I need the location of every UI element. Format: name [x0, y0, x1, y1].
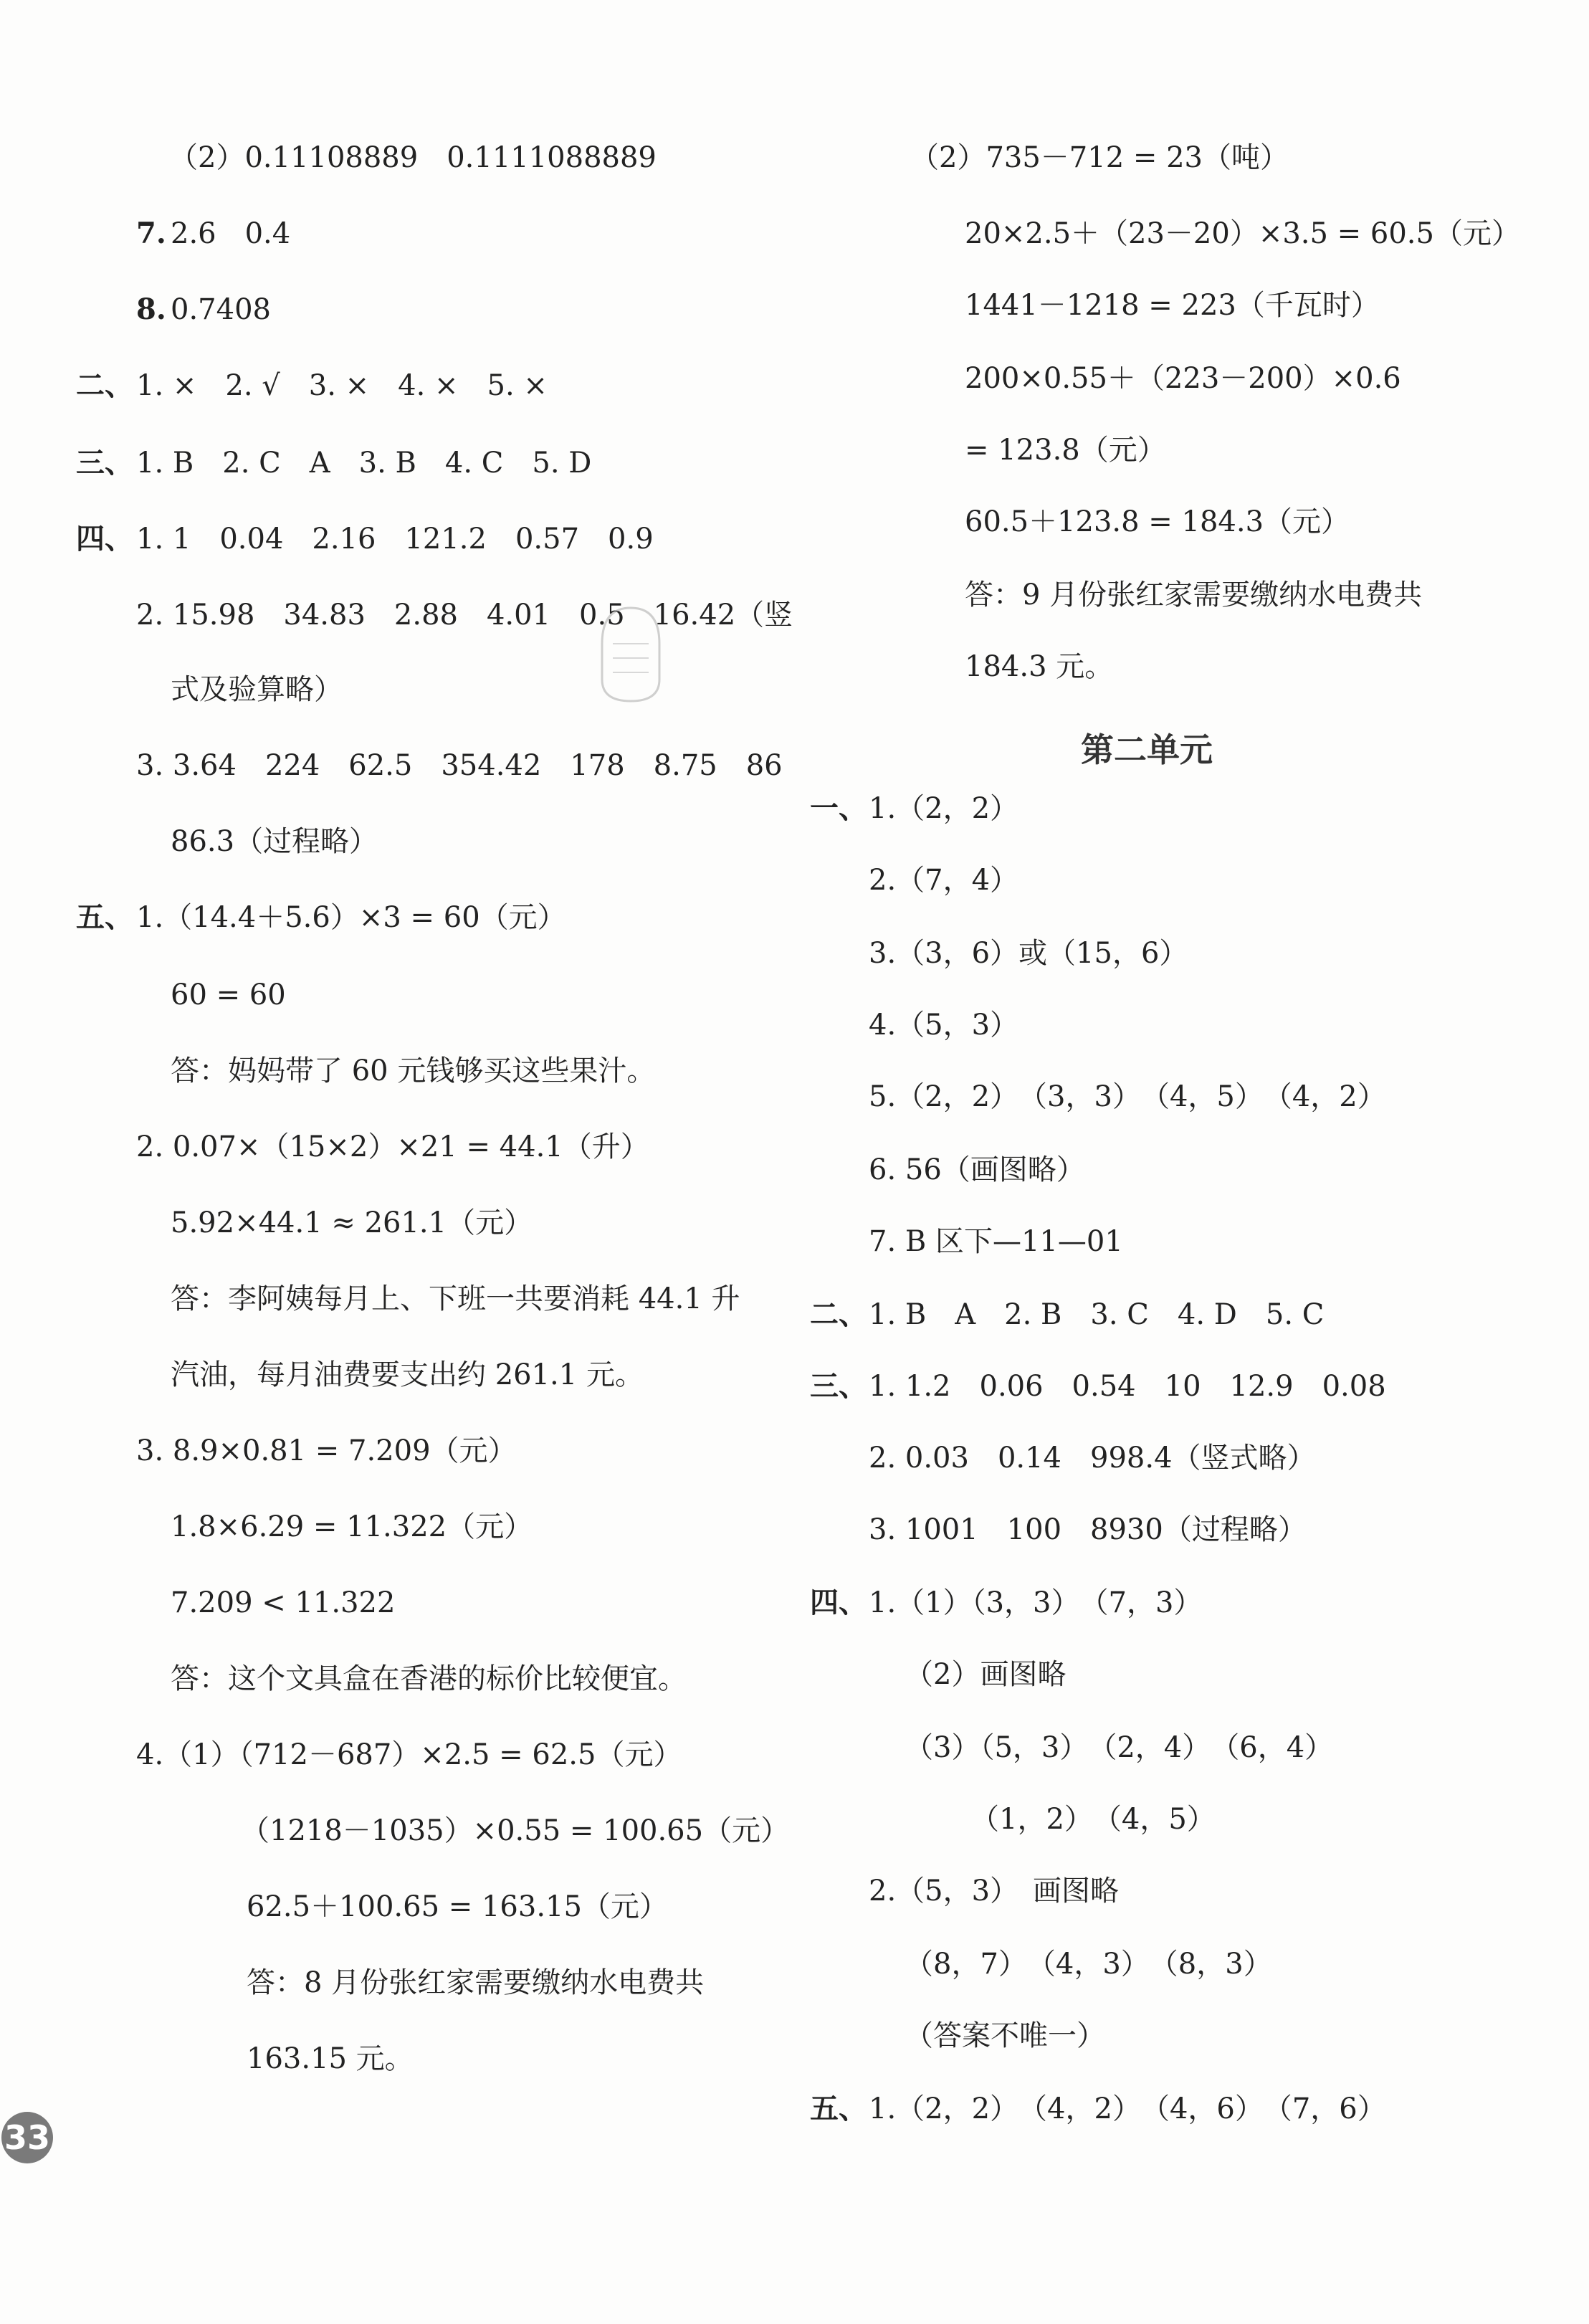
answer-line: 5.92×44.1 ≈ 261.1（元）: [171, 1206, 533, 1239]
answer-line: （8，7） （4，3） （8，3）: [905, 1948, 1272, 1981]
answer-line: 1.（1）（3，3） （7，3）: [869, 1586, 1203, 1619]
item-number: 8.: [136, 292, 166, 326]
answer-line: 3. 8.9×0.81 = 7.209（元）: [136, 1434, 517, 1467]
answer-line: 答：8 月份张红家需要缴纳水电费共: [247, 1966, 705, 1999]
answer-line: 62.5＋100.65 = 163.15（元）: [247, 1890, 668, 1923]
answer-line: = 123.8（元）: [965, 434, 1166, 467]
section-marker: 五、: [810, 2092, 867, 2125]
answer-line: （2）画图略: [905, 1658, 1067, 1691]
section-marker: 三、: [76, 446, 133, 480]
answer-line: 6. 56（画图略）: [869, 1153, 1085, 1186]
answer-line: 答：李阿姨每月上、下班一共要消耗 44.1 升: [171, 1282, 740, 1315]
stamp-watermark-icon: [588, 601, 674, 708]
section-marker: 二、: [810, 1297, 867, 1331]
answer-line: 2.（5，3） 画图略: [869, 1875, 1120, 1908]
answer-line: 汽油，每月油费要支出约 261.1 元。: [171, 1358, 644, 1391]
answer-line: 3. 1001 100 8930（过程略）: [869, 1513, 1307, 1546]
section-marker: 一、: [810, 791, 867, 825]
answer-line: 1441－1218 = 223（千瓦时）: [965, 289, 1380, 322]
answer-line: 1. 1 0.04 2.16 121.2 0.57 0.9: [136, 523, 654, 556]
section-marker: 三、: [810, 1369, 867, 1403]
answer-line: （3）（5，3） （2，4） （6，4）: [905, 1731, 1334, 1764]
answer-line: 1.（14.4＋5.6）×3 = 60（元）: [136, 901, 566, 934]
answer-line: 1. B 2. C A 3. B 4. C 5. D: [136, 447, 592, 480]
answer-line: 0.7408: [171, 293, 271, 326]
answer-line: （1，2） （4，5）: [970, 1803, 1216, 1836]
answer-line: 7. B 区下—11—01: [869, 1225, 1123, 1258]
answer-line: 7.209 < 11.322: [171, 1586, 396, 1619]
answer-line: （1218－1035）×0.55 = 100.65（元）: [241, 1814, 790, 1847]
answer-line: 163.15 元。: [247, 2042, 414, 2075]
answer-line: （答案不唯一）: [905, 2019, 1105, 2052]
answer-line: 答：9 月份张红家需要缴纳水电费共: [965, 578, 1423, 611]
section-marker: 四、: [76, 522, 133, 556]
page-number: 33: [1, 2112, 53, 2163]
answer-line: 1.8×6.29 = 11.322（元）: [171, 1510, 533, 1543]
answer-line: 1.（2，2）: [869, 792, 1019, 825]
answer-line: 4.（1）（712－687）×2.5 = 62.5（元）: [136, 1738, 682, 1771]
answer-line: 60 = 60: [171, 978, 286, 1011]
section-marker: 二、: [76, 368, 133, 402]
answer-line: 200×0.55＋（223－200）×0.6: [965, 362, 1401, 395]
answer-line: 20×2.5＋（23－20）×3.5 = 60.5（元）: [965, 217, 1520, 250]
answer-line: 1. B A 2. B 3. C 4. D 5. C: [869, 1298, 1325, 1331]
answer-line: 1.（2，2） （4，2） （4，6） （7，6）: [869, 2092, 1386, 2125]
answer-line: 2. 0.07×（15×2）×21 = 44.1（升）: [136, 1130, 649, 1163]
answer-line: （2）0.11108889 0.1111088889: [169, 141, 657, 174]
section-marker: 四、: [810, 1586, 867, 1619]
answer-line: 4.（5，3）: [869, 1009, 1019, 1042]
answer-line: （2）735－712 = 23（吨）: [910, 141, 1289, 174]
answer-line: 1. × 2. √ 3. × 4. × 5. ×: [136, 369, 548, 402]
answer-line: 2.6 0.4: [171, 217, 291, 250]
item-number: 7.: [136, 216, 166, 250]
answer-line: 答：这个文具盒在香港的标价比较便宜。: [171, 1662, 687, 1695]
answer-line: 2. 15.98 34.83 2.88 4.01 0.5 16.42（竖: [136, 599, 793, 632]
answer-line: 3. 3.64 224 62.5 354.42 178 8.75 86: [136, 749, 783, 782]
section-marker: 五、: [76, 900, 133, 934]
answer-line: 1. 1.2 0.06 0.54 10 12.9 0.08: [869, 1370, 1386, 1403]
answer-line: 2.（7，4）: [869, 864, 1019, 897]
answer-line: 5.（2，2） （3，3） （4，5） （4，2）: [869, 1080, 1386, 1113]
answer-line: 86.3（过程略）: [171, 825, 378, 858]
answer-line: 184.3 元。: [965, 650, 1114, 683]
answer-line: 2. 0.03 0.14 998.4（竖式略）: [869, 1442, 1316, 1475]
answer-line: 答：妈妈带了 60 元钱够买这些果汁。: [171, 1054, 656, 1087]
answer-line: 式及验算略）: [171, 673, 343, 706]
answer-line: 60.5＋123.8 = 184.3（元）: [965, 505, 1350, 538]
unit-title: 第二单元: [1081, 730, 1213, 769]
answer-line: 3.（3，6）或（15，6）: [869, 937, 1188, 970]
